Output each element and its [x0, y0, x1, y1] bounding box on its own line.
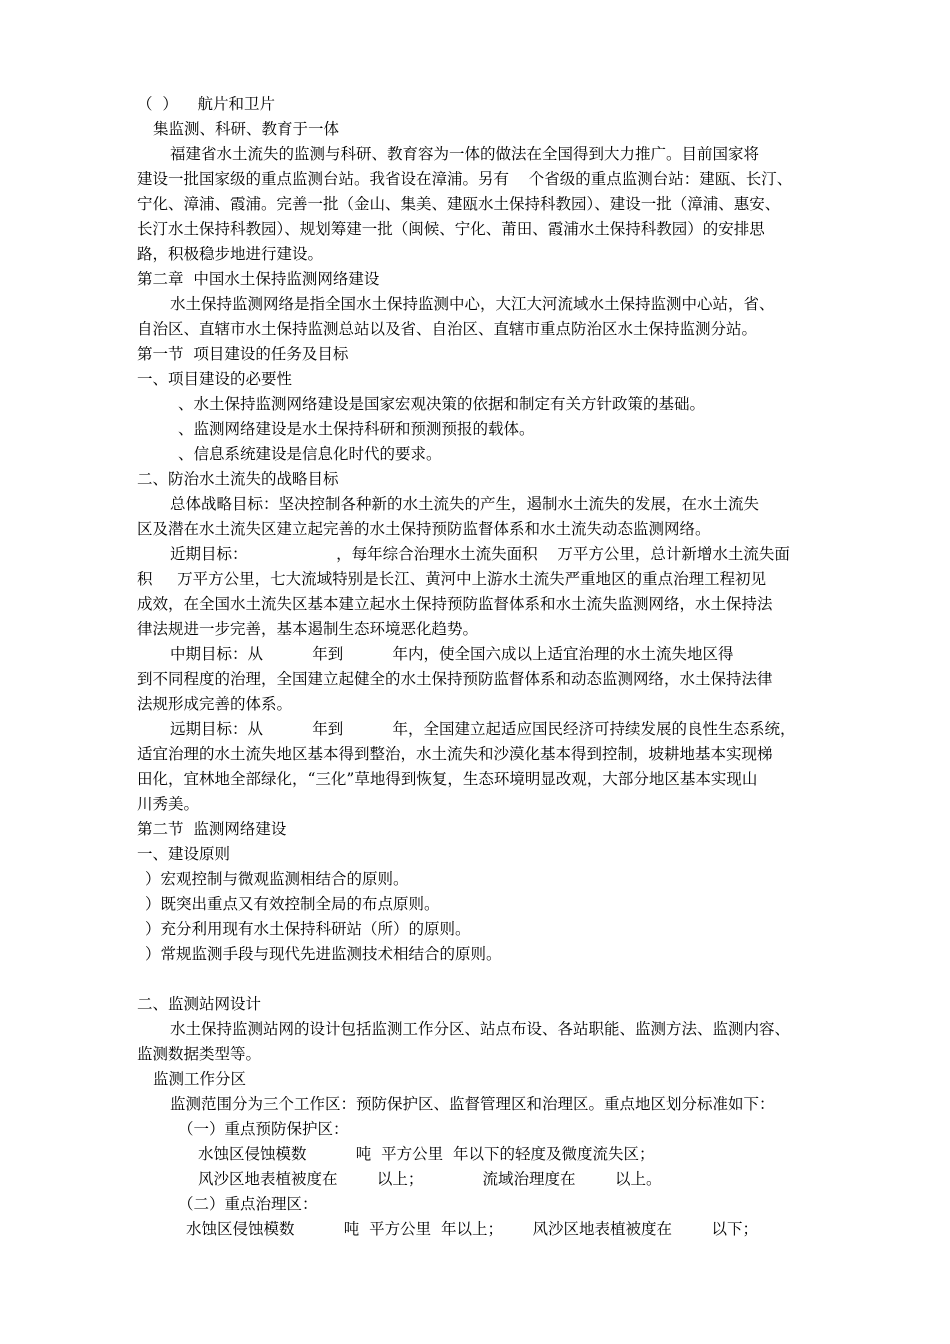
paragraph-line: 总体战略目标：坚决控制各种新的水土流失的产生，遏制水土流失的发展，在水土流失 — [170, 495, 760, 513]
paragraph-line: 监测数据类型等。 — [137, 1045, 262, 1063]
list-item: ）充分利用现有水土保持科研站（所）的原则。 — [145, 920, 471, 938]
text-line: （ ） 航片和卫片 — [137, 95, 276, 113]
paragraph-line: 长汀水土保持科教园）、规划筹建一批（闽候、宁化、莆田、霞浦水土保持科教园）的安排思 — [137, 220, 765, 238]
list-heading: （二）重点治理区： — [178, 1195, 318, 1213]
paragraph-line: 区及潜在水土流失区建立起完善的水土保持预防监督体系和水土流失动态监测网络。 — [137, 520, 711, 538]
paragraph-line: 自治区、直辖市水土保持监测总站以及省、自治区、直辖市重点防治区水土保持监测分站。 — [137, 320, 758, 338]
list-heading: （一）重点预防保护区： — [178, 1120, 349, 1138]
list-item: 、监测网络建设是水土保持科研和预测预报的载体。 — [178, 420, 535, 438]
paragraph-line: 远期目标：从 年到 年，全国建立起适应国民经济可持续发展的良性生态系统， — [170, 720, 796, 738]
paragraph-line: 中期目标：从 年到 年内，使全国六成以上适宜治理的水土流失地区得 — [170, 645, 734, 663]
paragraph-line: 积 万平方公里，七大流域特别是长江、黄河中上游水土流失严重地区的重点治理工程初见 — [137, 570, 767, 588]
paragraph-line: 福建省水土流失的监测与科研、教育容为一体的做法在全国得到大力推广。目前国家将 — [170, 145, 760, 163]
section-heading: 第一节 项目建设的任务及目标 — [137, 345, 349, 363]
subsection-heading: 二、监测站网设计 — [137, 995, 262, 1013]
chapter-heading: 第二章 中国水土保持监测网络建设 — [137, 270, 380, 288]
paragraph-line: 建设一批国家级的重点监测台站。我省设在漳浦。另有 个省级的重点监测台站：建瓯、长汀、 — [137, 170, 793, 188]
list-item: 、水土保持监测网络建设是国家宏观决策的依据和制定有关方针政策的基础。 — [178, 395, 706, 413]
subsection-heading: 一、建设原则 — [137, 845, 231, 863]
paragraph-line: 适宜治理的水土流失地区基本得到整治，水土流失和沙漠化基本得到控制，坡耕地基本实现梯 — [137, 745, 773, 763]
list-item: ）宏观控制与微观监测相结合的原则。 — [145, 870, 409, 888]
text-line: 集监测、科研、教育于一体 — [153, 120, 340, 138]
paragraph-line: 水土保持监测网络是指全国水土保持监测中心，大江大河流域水土保持监测中心站，省、 — [170, 295, 775, 313]
paragraph-line: 川秀美。 — [137, 795, 200, 813]
subsection-heading: 监测工作分区 — [153, 1070, 247, 1088]
paragraph-line: 法规形成完善的体系。 — [137, 695, 293, 713]
paragraph-line: 宁化、漳浦、霞浦。完善一批（金山、集美、建瓯水土保持科教园）、建设一批（漳浦、惠安、 — [137, 195, 781, 213]
paragraph-line: 到不同程度的治理，全国建立起健全的水土保持预防监督体系和动态监测网络，水土保持法律 — [137, 670, 773, 688]
list-item: 、信息系统建设是信息化时代的要求。 — [178, 445, 442, 463]
list-item: ）既突出重点又有效控制全局的布点原则。 — [145, 895, 440, 913]
subsection-heading: 二、防治水土流失的战略目标 — [137, 470, 339, 488]
criteria-line: 风沙区地表植被度在 以上； 流域治理度在 以上。 — [198, 1170, 662, 1188]
list-item: ）常规监测手段与现代先进监测技术相结合的原则。 — [145, 945, 502, 963]
paragraph-line: 律法规进一步完善，基本遏制生态环境恶化趋势。 — [137, 620, 479, 638]
paragraph-line: 路，积极稳步地进行建设。 — [137, 245, 324, 263]
paragraph-line: 成效，在全国水土流失区基本建立起水土保持预防监督体系和水土流失监测网络，水土保持法 — [137, 595, 773, 613]
subsection-heading: 一、项目建设的必要性 — [137, 370, 293, 388]
criteria-line: 水蚀区侵蚀模数 吨 平方公里 年以下的轻度及微度流失区； — [198, 1145, 655, 1163]
paragraph-line: 田化，宜林地全部绿化，“三化”草地得到恢复，生态环境明显改观，大部分地区基本实现山 — [137, 770, 758, 788]
criteria-line: 水蚀区侵蚀模数 吨 平方公里 年以上； 风沙区地表植被度在 以下； — [186, 1220, 758, 1238]
paragraph-line: 近期目标： ，每年综合治理水土流失面积 万平方公里，总计新增水土流失面 — [170, 545, 790, 563]
paragraph-line: 水土保持监测站网的设计包括监测工作分区、站点布设、各站职能、监测方法、监测内容、 — [170, 1020, 791, 1038]
paragraph-line: 监测范围分为三个工作区：预防保护区、监督管理区和治理区。重点地区划分标准如下： — [170, 1095, 775, 1113]
section-heading: 第二节 监测网络建设 — [137, 820, 287, 838]
